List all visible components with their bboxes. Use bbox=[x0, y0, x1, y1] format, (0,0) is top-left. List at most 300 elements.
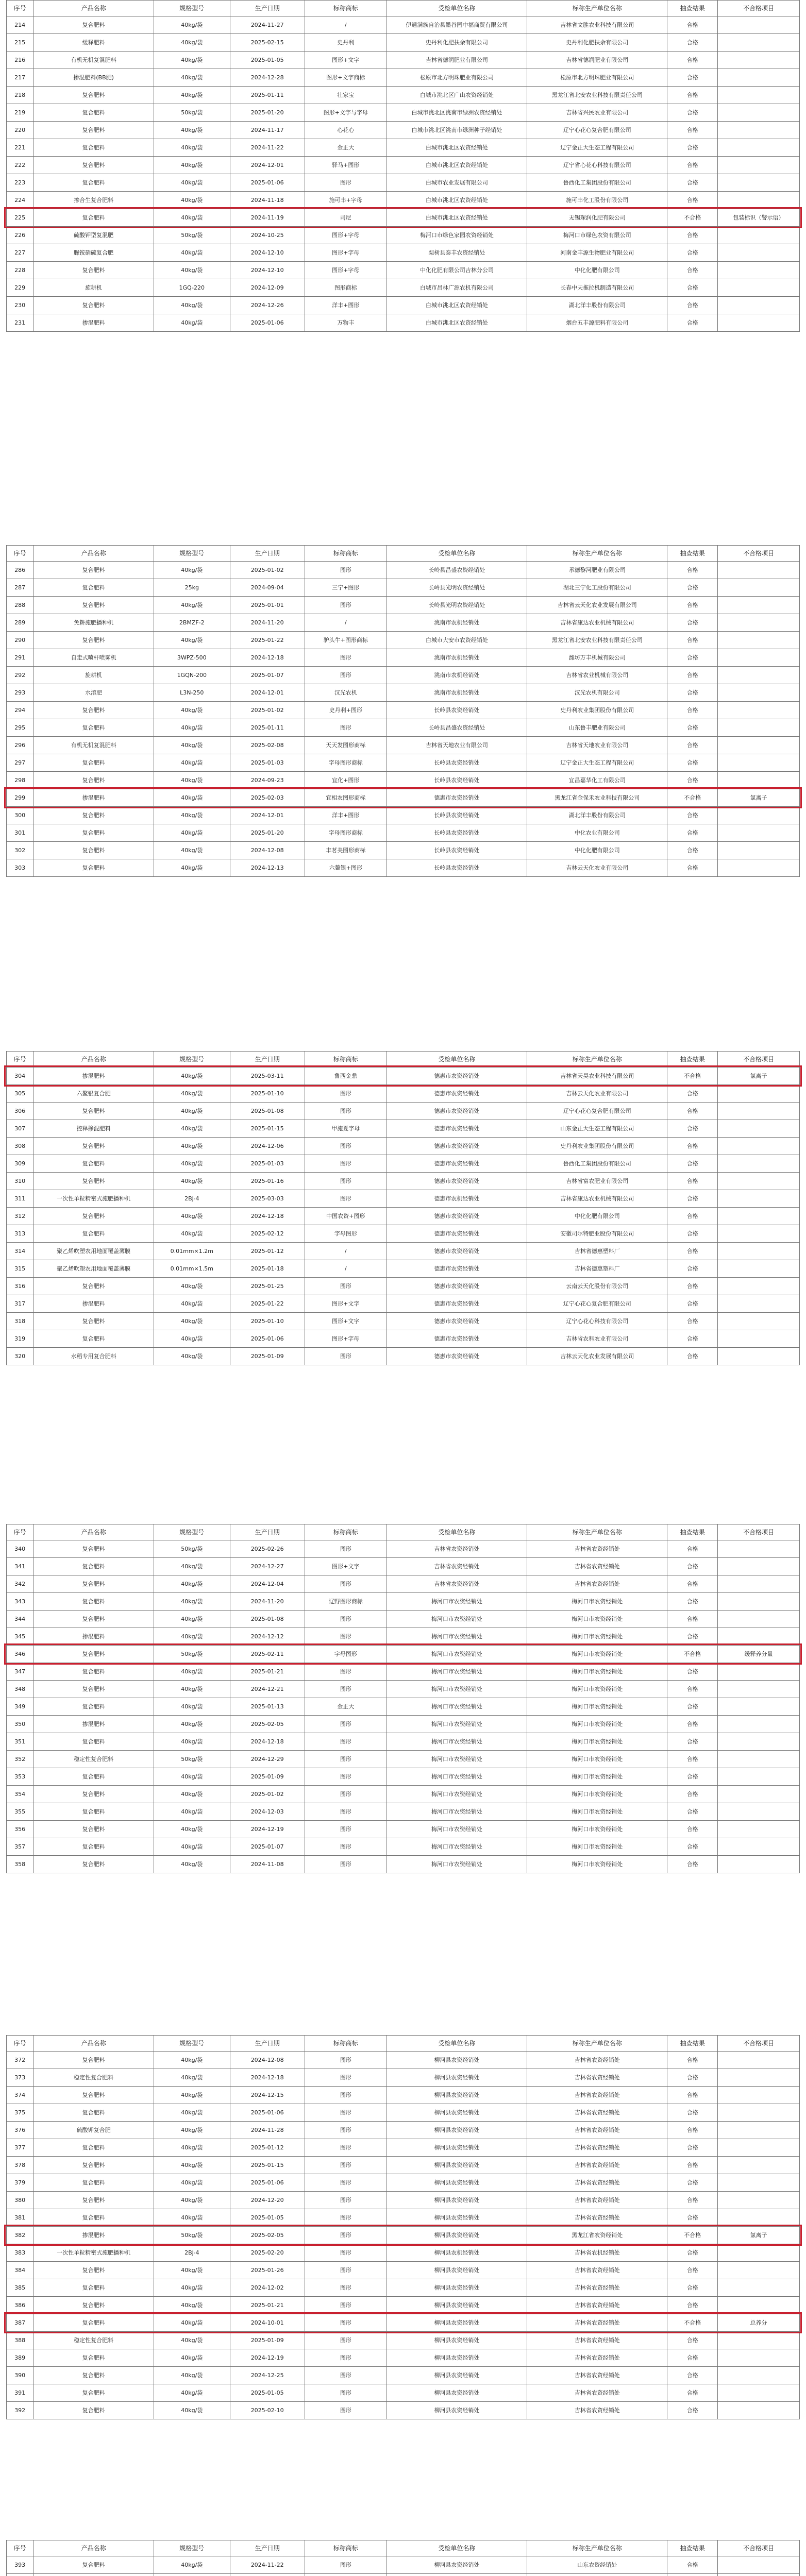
cell-spec: 25kg bbox=[154, 579, 230, 597]
cell-trademark: 图形 bbox=[305, 2104, 387, 2122]
header-row bbox=[7, 1, 800, 16]
cell-product-name: 一次性单粒精密式施肥播种机 bbox=[33, 2244, 154, 2262]
cell-producer: 黑龙江省金保禾农业科技有限公司 bbox=[527, 789, 667, 807]
cell-seq: 341 bbox=[7, 1558, 33, 1575]
cell-spec: 40kg/袋 bbox=[154, 1138, 230, 1155]
cell-trademark: 图形 bbox=[305, 2367, 387, 2384]
cell-seq: 289 bbox=[7, 614, 33, 632]
cell-inspected-unit: 柳河县农资经销处 bbox=[387, 2367, 527, 2384]
cell-seq: 317 bbox=[7, 1295, 33, 1313]
cell-spec: 40kg/袋 bbox=[154, 2174, 230, 2192]
table-row bbox=[7, 1260, 800, 1278]
cell-failed-item: 氯离子 bbox=[718, 1067, 800, 1085]
cell-production-date: 2024-10-01 bbox=[230, 2314, 305, 2332]
cell-trademark: 图形 bbox=[305, 597, 387, 614]
cell-inspected-unit: 德惠市农资经销处 bbox=[387, 1173, 527, 1190]
cell-seq: 315 bbox=[7, 1260, 33, 1278]
cell-result: 合格 bbox=[667, 69, 718, 87]
cell-producer: 吉林省农资经销处 bbox=[527, 2104, 667, 2122]
table-row bbox=[7, 1803, 800, 1821]
cell-production-date: 2025-01-06 bbox=[230, 174, 305, 192]
cell-trademark: 图形 bbox=[305, 1768, 387, 1786]
column-header-seq: 序号 bbox=[7, 1052, 33, 1067]
table-row bbox=[7, 754, 800, 772]
cell-inspected-unit: 中化化肥有限公司吉林分公司 bbox=[387, 262, 527, 279]
cell-failed-item bbox=[718, 314, 800, 332]
cell-result: 合格 bbox=[667, 1593, 718, 1611]
cell-inspected-unit: 德惠市农资经销处 bbox=[387, 1138, 527, 1155]
cell-result: 合格 bbox=[667, 649, 718, 667]
cell-production-date: 2024-12-09 bbox=[230, 279, 305, 297]
cell-seq bbox=[7, 2574, 33, 2576]
cell-failed-item bbox=[718, 2052, 800, 2069]
cell-result: 合格 bbox=[667, 1768, 718, 1786]
cell-product-name: 复合肥料 bbox=[33, 2209, 154, 2227]
cell-trademark: 图形 bbox=[305, 2052, 387, 2069]
cell-inspected-unit: 柳河县农资经销处 bbox=[387, 2227, 527, 2244]
cell-trademark: 图形 bbox=[305, 2402, 387, 2419]
cell-inspected-unit: 德惠市农资经销处 bbox=[387, 789, 527, 807]
cell-production-date: 2024-12-26 bbox=[230, 297, 305, 314]
cell-result: 合格 bbox=[667, 1173, 718, 1190]
cell-production-date: 2025-01-07 bbox=[230, 1838, 305, 1856]
cell-result: 合格 bbox=[667, 597, 718, 614]
cell-trademark: 图形 bbox=[305, 2332, 387, 2349]
cell-result: 合格 bbox=[667, 702, 718, 719]
cell-spec: 40kg/袋 bbox=[154, 1575, 230, 1593]
cell-trademark: 甲施夏字母 bbox=[305, 1120, 387, 1138]
cell-inspected-unit: 梅河口市农资经销处 bbox=[387, 1628, 527, 1646]
cell-spec: 40kg/袋 bbox=[154, 87, 230, 104]
table-row bbox=[7, 632, 800, 649]
cell-production-date: 2025-01-26 bbox=[230, 2262, 305, 2279]
inspection-table bbox=[6, 545, 800, 877]
cell-producer: 吉林省农资经销处 bbox=[527, 2332, 667, 2349]
cell-failed-item: 包装标识（警示语） bbox=[718, 209, 800, 227]
cell-result: 合格 bbox=[667, 842, 718, 859]
cell-result: 合格 bbox=[667, 227, 718, 244]
cell-trademark: 金正大 bbox=[305, 1698, 387, 1716]
cell-producer: 梅河口市农资经销处 bbox=[527, 1681, 667, 1698]
cell-spec: 40kg/袋 bbox=[154, 34, 230, 52]
cell-seq: 357 bbox=[7, 1838, 33, 1856]
cell-result: 合格 bbox=[667, 1085, 718, 1103]
cell-trademark: 图形 bbox=[305, 2192, 387, 2209]
cell-producer: 黑龙江省农资经销处 bbox=[527, 2227, 667, 2244]
table-row bbox=[7, 2314, 800, 2332]
cell-product-name: 复合肥料 bbox=[33, 262, 154, 279]
cell-failed-item bbox=[718, 2174, 800, 2192]
cell-production-date: 2024-11-28 bbox=[230, 2122, 305, 2139]
cell-seq: 383 bbox=[7, 2244, 33, 2262]
cell-production-date: 2025-01-05 bbox=[230, 2209, 305, 2227]
cell-result: 合格 bbox=[667, 719, 718, 737]
cell-inspected-unit: 德惠市农机经销处 bbox=[387, 1190, 527, 1208]
column-header-spec: 规格型号 bbox=[154, 2036, 230, 2052]
cell-trademark: 图形 bbox=[305, 2262, 387, 2279]
cell-production-date: 2025-02-05 bbox=[230, 1716, 305, 1733]
cell-failed-item bbox=[718, 842, 800, 859]
cell-seq: 355 bbox=[7, 1803, 33, 1821]
cell-failed-item bbox=[718, 684, 800, 702]
cell-failed-item bbox=[718, 1751, 800, 1768]
cell-production-date: 2025-01-21 bbox=[230, 1663, 305, 1681]
cell-result: 合格 bbox=[667, 279, 718, 297]
cell-spec: 2BJ-4 bbox=[154, 1190, 230, 1208]
column-header-product-name: 产品名称 bbox=[33, 1, 154, 16]
cell-failed-item bbox=[718, 632, 800, 649]
cell-failed-item bbox=[718, 2139, 800, 2157]
inspection-table-section bbox=[6, 2540, 800, 2576]
column-header-inspected-unit: 受检单位名称 bbox=[387, 1524, 527, 1540]
cell-product-name: 掺混肥料 bbox=[33, 1716, 154, 1733]
cell-failed-item bbox=[718, 1243, 800, 1260]
cell-trademark: 图形 bbox=[305, 2209, 387, 2227]
cell-failed-item bbox=[718, 667, 800, 684]
cell-inspected-unit: 梅河口市农资经销处 bbox=[387, 1856, 527, 1873]
cell-failed-item bbox=[718, 2104, 800, 2122]
table-row bbox=[7, 1120, 800, 1138]
cell-inspected-unit: 松原市北方明珠肥业有限公司 bbox=[387, 69, 527, 87]
cell-trademark: 图形 bbox=[305, 1348, 387, 1365]
cell-result: 合格 bbox=[667, 1225, 718, 1243]
cell-producer: 辽宁心花心科技有限公司 bbox=[527, 1313, 667, 1330]
cell-producer: 吉林省农业机械有限公司 bbox=[527, 667, 667, 684]
cell-producer: 宜昌嘉华化工有限公司 bbox=[527, 772, 667, 789]
cell-inspected-unit: 德惠市农资经销处 bbox=[387, 1278, 527, 1295]
cell-producer: 吉林省农资经销处 bbox=[527, 2192, 667, 2209]
cell-producer: 中化化肥有限公司 bbox=[527, 262, 667, 279]
cell-product-name: 复合肥料 bbox=[33, 209, 154, 227]
cell-producer: 施可丰化工股份有限公司 bbox=[527, 192, 667, 209]
cell-product-name: 聚乙烯吹塑农用地面覆盖薄膜 bbox=[33, 1260, 154, 1278]
cell-producer: 吉林省农资经销处 bbox=[527, 2174, 667, 2192]
cell-trademark: 六鳌银+图形 bbox=[305, 859, 387, 877]
cell-result: 合格 bbox=[667, 2402, 718, 2419]
cell-inspected-unit: 梅河口市农资经销处 bbox=[387, 1611, 527, 1628]
cell-inspected-unit: 柳河县农资经销处 bbox=[387, 2139, 527, 2157]
cell-production-date: 2024-12-02 bbox=[230, 2279, 305, 2297]
cell-seq: 309 bbox=[7, 1155, 33, 1173]
cell-spec bbox=[154, 2574, 230, 2576]
cell-producer: 潍坊万丰机械有限公司 bbox=[527, 649, 667, 667]
cell-seq: 377 bbox=[7, 2139, 33, 2157]
cell-producer: 鲁西化工集团股份有限公司 bbox=[527, 1155, 667, 1173]
cell-result: 合格 bbox=[667, 579, 718, 597]
cell-inspected-unit: 柳河县农资经销处 bbox=[387, 2174, 527, 2192]
cell-production-date: 2024-11-22 bbox=[230, 139, 305, 157]
cell-production-date: 2025-01-15 bbox=[230, 1120, 305, 1138]
header-row bbox=[7, 2036, 800, 2052]
cell-seq: 295 bbox=[7, 719, 33, 737]
cell-inspected-unit: 梅河口市农资经销处 bbox=[387, 1646, 527, 1663]
cell-failed-item: 氯离子 bbox=[718, 789, 800, 807]
cell-production-date: 2024-12-29 bbox=[230, 1751, 305, 1768]
table-row bbox=[7, 87, 800, 104]
cell-spec: L3N-250 bbox=[154, 684, 230, 702]
cell-result: 合格 bbox=[667, 104, 718, 122]
cell-production-date: 2025-01-22 bbox=[230, 1295, 305, 1313]
table-row bbox=[7, 2556, 800, 2574]
cell-failed-item bbox=[718, 227, 800, 244]
cell-trademark: 壮家宝 bbox=[305, 87, 387, 104]
cell-inspected-unit: 梅河口市绿色家园农资经销处 bbox=[387, 227, 527, 244]
cell-failed-item bbox=[718, 87, 800, 104]
cell-result bbox=[667, 2574, 718, 2576]
cell-producer: 梅河口市农资经销处 bbox=[527, 1593, 667, 1611]
cell-product-name: 复合肥料 bbox=[33, 579, 154, 597]
column-header-trademark: 标称商标 bbox=[305, 1524, 387, 1540]
cell-inspected-unit: 史丹利化肥扶余有限公司 bbox=[387, 34, 527, 52]
cell-failed-item bbox=[718, 1540, 800, 1558]
header-row bbox=[7, 1524, 800, 1540]
cell-spec: 40kg/袋 bbox=[154, 2052, 230, 2069]
cell-production-date: 2025-01-12 bbox=[230, 1243, 305, 1260]
cell-trademark: 图形 bbox=[305, 667, 387, 684]
cell-trademark: 图形 bbox=[305, 1681, 387, 1698]
cell-result: 合格 bbox=[667, 122, 718, 139]
cell-inspected-unit: 柳河县农资经销处 bbox=[387, 2384, 527, 2402]
cell-seq: 223 bbox=[7, 174, 33, 192]
cell-production-date: 2024-12-19 bbox=[230, 1821, 305, 1838]
table-row bbox=[7, 297, 800, 314]
cell-inspected-unit: 白城市洮北区广山农资经销处 bbox=[387, 87, 527, 104]
cell-inspected-unit: 德惠市农资经销处 bbox=[387, 1208, 527, 1225]
cell-spec: 40kg/袋 bbox=[154, 1067, 230, 1085]
cell-seq: 347 bbox=[7, 1663, 33, 1681]
cell-production-date: 2024-12-08 bbox=[230, 842, 305, 859]
cell-product-name: 复合肥料 bbox=[33, 1838, 154, 1856]
cell-inspected-unit: 柳河县农资经销处 bbox=[387, 2122, 527, 2139]
cell-result: 合格 bbox=[667, 2069, 718, 2087]
cell-trademark: 图形 bbox=[305, 2122, 387, 2139]
cell-producer: 梅河口市农资经销处 bbox=[527, 1786, 667, 1803]
cell-failed-item bbox=[718, 579, 800, 597]
cell-spec: 40kg/袋 bbox=[154, 2367, 230, 2384]
cell-trademark: / bbox=[305, 614, 387, 632]
cell-trademark: 图形 bbox=[305, 2244, 387, 2262]
cell-seq: 358 bbox=[7, 1856, 33, 1873]
cell-result: 合格 bbox=[667, 2556, 718, 2574]
cell-spec: 40kg/袋 bbox=[154, 842, 230, 859]
column-header-trademark: 标称商标 bbox=[305, 546, 387, 562]
cell-inspected-unit: 柳河县农资经销处 bbox=[387, 2556, 527, 2574]
cell-spec: 40kg/袋 bbox=[154, 1803, 230, 1821]
cell-product-name: 复合肥料 bbox=[33, 842, 154, 859]
cell-seq: 287 bbox=[7, 579, 33, 597]
cell-result: 合格 bbox=[667, 1681, 718, 1698]
cell-trademark bbox=[305, 2574, 387, 2576]
cell-product-name: 稳定性复合肥料 bbox=[33, 2069, 154, 2087]
cell-result: 合格 bbox=[667, 824, 718, 842]
cell-spec: 40kg/袋 bbox=[154, 297, 230, 314]
cell-spec: 40kg/袋 bbox=[154, 1155, 230, 1173]
cell-seq: 229 bbox=[7, 279, 33, 297]
cell-spec: 40kg/袋 bbox=[154, 2104, 230, 2122]
cell-trademark: 图形+字母 bbox=[305, 1330, 387, 1348]
cell-inspected-unit: 德惠市农资经销处 bbox=[387, 1103, 527, 1120]
cell-failed-item bbox=[718, 1681, 800, 1698]
cell-producer: 吉林省农资经销处 bbox=[527, 1558, 667, 1575]
inspection-table bbox=[6, 0, 800, 332]
cell-result: 不合格 bbox=[667, 209, 718, 227]
table-row bbox=[7, 1663, 800, 1681]
cell-production-date: 2025-01-03 bbox=[230, 1155, 305, 1173]
table-row bbox=[7, 2384, 800, 2402]
cell-producer: 梅河口市农资经销处 bbox=[527, 1716, 667, 1733]
cell-producer: 湖北洋丰股份有限公司 bbox=[527, 297, 667, 314]
table-row bbox=[7, 2157, 800, 2174]
cell-failed-item bbox=[718, 1786, 800, 1803]
cell-production-date: 2025-01-13 bbox=[230, 1698, 305, 1716]
cell-trademark: 图形 bbox=[305, 2139, 387, 2157]
cell-production-date: 2025-01-12 bbox=[230, 2139, 305, 2157]
column-header-seq: 序号 bbox=[7, 546, 33, 562]
table-row bbox=[7, 174, 800, 192]
cell-producer bbox=[527, 2574, 667, 2576]
cell-product-name: 稳定性复合肥料 bbox=[33, 1751, 154, 1768]
cell-production-date: 2024-12-25 bbox=[230, 2367, 305, 2384]
cell-product-name: 复合肥料 bbox=[33, 1663, 154, 1681]
cell-seq: 342 bbox=[7, 1575, 33, 1593]
cell-inspected-unit: 德惠市农资经销处 bbox=[387, 1067, 527, 1085]
cell-trademark: / bbox=[305, 16, 387, 34]
cell-inspected-unit: 白城市洮北区农资经销处 bbox=[387, 192, 527, 209]
inspection-table-section bbox=[6, 2035, 800, 2419]
cell-inspected-unit: 长岭县光明农资经销处 bbox=[387, 597, 527, 614]
cell-trademark: 图形 bbox=[305, 2297, 387, 2314]
cell-seq: 378 bbox=[7, 2157, 33, 2174]
cell-spec: 40kg/袋 bbox=[154, 2402, 230, 2419]
cell-result: 合格 bbox=[667, 52, 718, 69]
cell-trademark: 图形 bbox=[305, 2157, 387, 2174]
cell-result: 合格 bbox=[667, 1611, 718, 1628]
cell-product-name: 复合肥料 bbox=[33, 772, 154, 789]
cell-producer: 吉林省天昊农业科技有限公司 bbox=[527, 1067, 667, 1085]
cell-product-name: 复合肥料 bbox=[33, 1173, 154, 1190]
cell-result: 合格 bbox=[667, 1856, 718, 1873]
cell-failed-item bbox=[718, 2069, 800, 2087]
cell-failed-item bbox=[718, 1856, 800, 1873]
cell-trademark: 图形+文字 bbox=[305, 52, 387, 69]
cell-production-date: 2025-02-20 bbox=[230, 2244, 305, 2262]
table-row bbox=[7, 192, 800, 209]
column-header-producer: 标称生产单位名称 bbox=[527, 2540, 667, 2556]
column-header-production-date: 生产日期 bbox=[230, 1052, 305, 1067]
cell-producer: 梅河口市绿色农资有限公司 bbox=[527, 227, 667, 244]
table-row bbox=[7, 244, 800, 262]
table-row bbox=[7, 1558, 800, 1575]
cell-result: 不合格 bbox=[667, 2227, 718, 2244]
cell-product-name: 掺混肥料 bbox=[33, 1628, 154, 1646]
column-header-result: 抽查结果 bbox=[667, 2036, 718, 2052]
cell-production-date: 2024-11-22 bbox=[230, 2556, 305, 2574]
cell-product-name: 水溶肥 bbox=[33, 684, 154, 702]
cell-spec: 40kg/袋 bbox=[154, 719, 230, 737]
cell-trademark: / bbox=[305, 1243, 387, 1260]
cell-spec: 40kg/袋 bbox=[154, 807, 230, 824]
cell-inspected-unit: 洮南市农机经销处 bbox=[387, 684, 527, 702]
cell-product-name: 复合肥料 bbox=[33, 1208, 154, 1225]
column-header-trademark: 标称商标 bbox=[305, 1052, 387, 1067]
cell-result: 合格 bbox=[667, 807, 718, 824]
cell-seq: 228 bbox=[7, 262, 33, 279]
cell-spec: 40kg/袋 bbox=[154, 1085, 230, 1103]
cell-failed-item bbox=[718, 1838, 800, 1856]
cell-inspected-unit: 梅河口市农资经销处 bbox=[387, 1803, 527, 1821]
cell-inspected-unit: 德惠市农资经销处 bbox=[387, 1260, 527, 1278]
cell-product-name: 复合肥料 bbox=[33, 2402, 154, 2419]
cell-producer: 河南金丰源生物肥业有限公司 bbox=[527, 244, 667, 262]
cell-inspected-unit: 白城市洮北区农资经销处 bbox=[387, 209, 527, 227]
cell-failed-item bbox=[718, 1173, 800, 1190]
cell-product-name: 复合肥料 bbox=[33, 1803, 154, 1821]
cell-producer: 松原市北方明珠肥业有限公司 bbox=[527, 69, 667, 87]
column-header-inspected-unit: 受检单位名称 bbox=[387, 2036, 527, 2052]
cell-failed-item: 总养分 bbox=[718, 2314, 800, 2332]
cell-producer: 吉林省农资经销处 bbox=[527, 2384, 667, 2402]
cell-spec: 40kg/袋 bbox=[154, 244, 230, 262]
table-row bbox=[7, 772, 800, 789]
cell-result: 合格 bbox=[667, 1138, 718, 1155]
column-header-producer: 标称生产单位名称 bbox=[527, 1, 667, 16]
cell-seq: 376 bbox=[7, 2122, 33, 2139]
cell-failed-item: 氯离子 bbox=[718, 2227, 800, 2244]
cell-trademark: 图形 bbox=[305, 2227, 387, 2244]
cell-producer: 梅河口市农资经销处 bbox=[527, 1628, 667, 1646]
cell-seq: 222 bbox=[7, 157, 33, 174]
cell-result: 合格 bbox=[667, 174, 718, 192]
cell-inspected-unit: 长岭县昌盛农资经销处 bbox=[387, 719, 527, 737]
cell-producer: 辽宁心花心复合肥有限公司 bbox=[527, 1103, 667, 1120]
cell-trademark: 图形 bbox=[305, 1821, 387, 1838]
cell-product-name: 复合肥料 bbox=[33, 1593, 154, 1611]
cell-product-name: 复合肥料 bbox=[33, 754, 154, 772]
column-header-production-date: 生产日期 bbox=[230, 2540, 305, 2556]
cell-product-name: 复合肥料 bbox=[33, 702, 154, 719]
cell-product-name: 复合肥料 bbox=[33, 2367, 154, 2384]
cell-spec: 40kg/袋 bbox=[154, 2209, 230, 2227]
cell-production-date: 2025-02-03 bbox=[230, 789, 305, 807]
cell-production-date: 2024-11-18 bbox=[230, 192, 305, 209]
cell-failed-item bbox=[718, 1611, 800, 1628]
cell-result: 不合格 bbox=[667, 2314, 718, 2332]
cell-result: 不合格 bbox=[667, 1646, 718, 1663]
cell-spec: 40kg/袋 bbox=[154, 859, 230, 877]
table-row bbox=[7, 139, 800, 157]
cell-inspected-unit: 白城市洮北区农资经销处 bbox=[387, 139, 527, 157]
cell-seq: 392 bbox=[7, 2402, 33, 2419]
cell-production-date: 2025-01-03 bbox=[230, 754, 305, 772]
cell-product-name: 复合肥料 bbox=[33, 2174, 154, 2192]
cell-inspected-unit: 柳河县农资经销处 bbox=[387, 2332, 527, 2349]
cell-inspected-unit: 白城市洮北区农资经销处 bbox=[387, 157, 527, 174]
cell-seq: 226 bbox=[7, 227, 33, 244]
cell-failed-item bbox=[718, 2349, 800, 2367]
cell-seq: 286 bbox=[7, 562, 33, 579]
cell-trademark: 宜相农图形商标 bbox=[305, 789, 387, 807]
column-header-result: 抽查结果 bbox=[667, 1, 718, 16]
cell-product-name: 复合肥料 bbox=[33, 1540, 154, 1558]
cell-failed-item bbox=[718, 279, 800, 297]
cell-spec: 40kg/袋 bbox=[154, 174, 230, 192]
cell-failed-item bbox=[718, 1120, 800, 1138]
cell-trademark: 图形 bbox=[305, 1838, 387, 1856]
cell-seq: 290 bbox=[7, 632, 33, 649]
cell-spec: 40kg/袋 bbox=[154, 1208, 230, 1225]
cell-failed-item bbox=[718, 157, 800, 174]
cell-producer: 吉林省农资经销处 bbox=[527, 2349, 667, 2367]
